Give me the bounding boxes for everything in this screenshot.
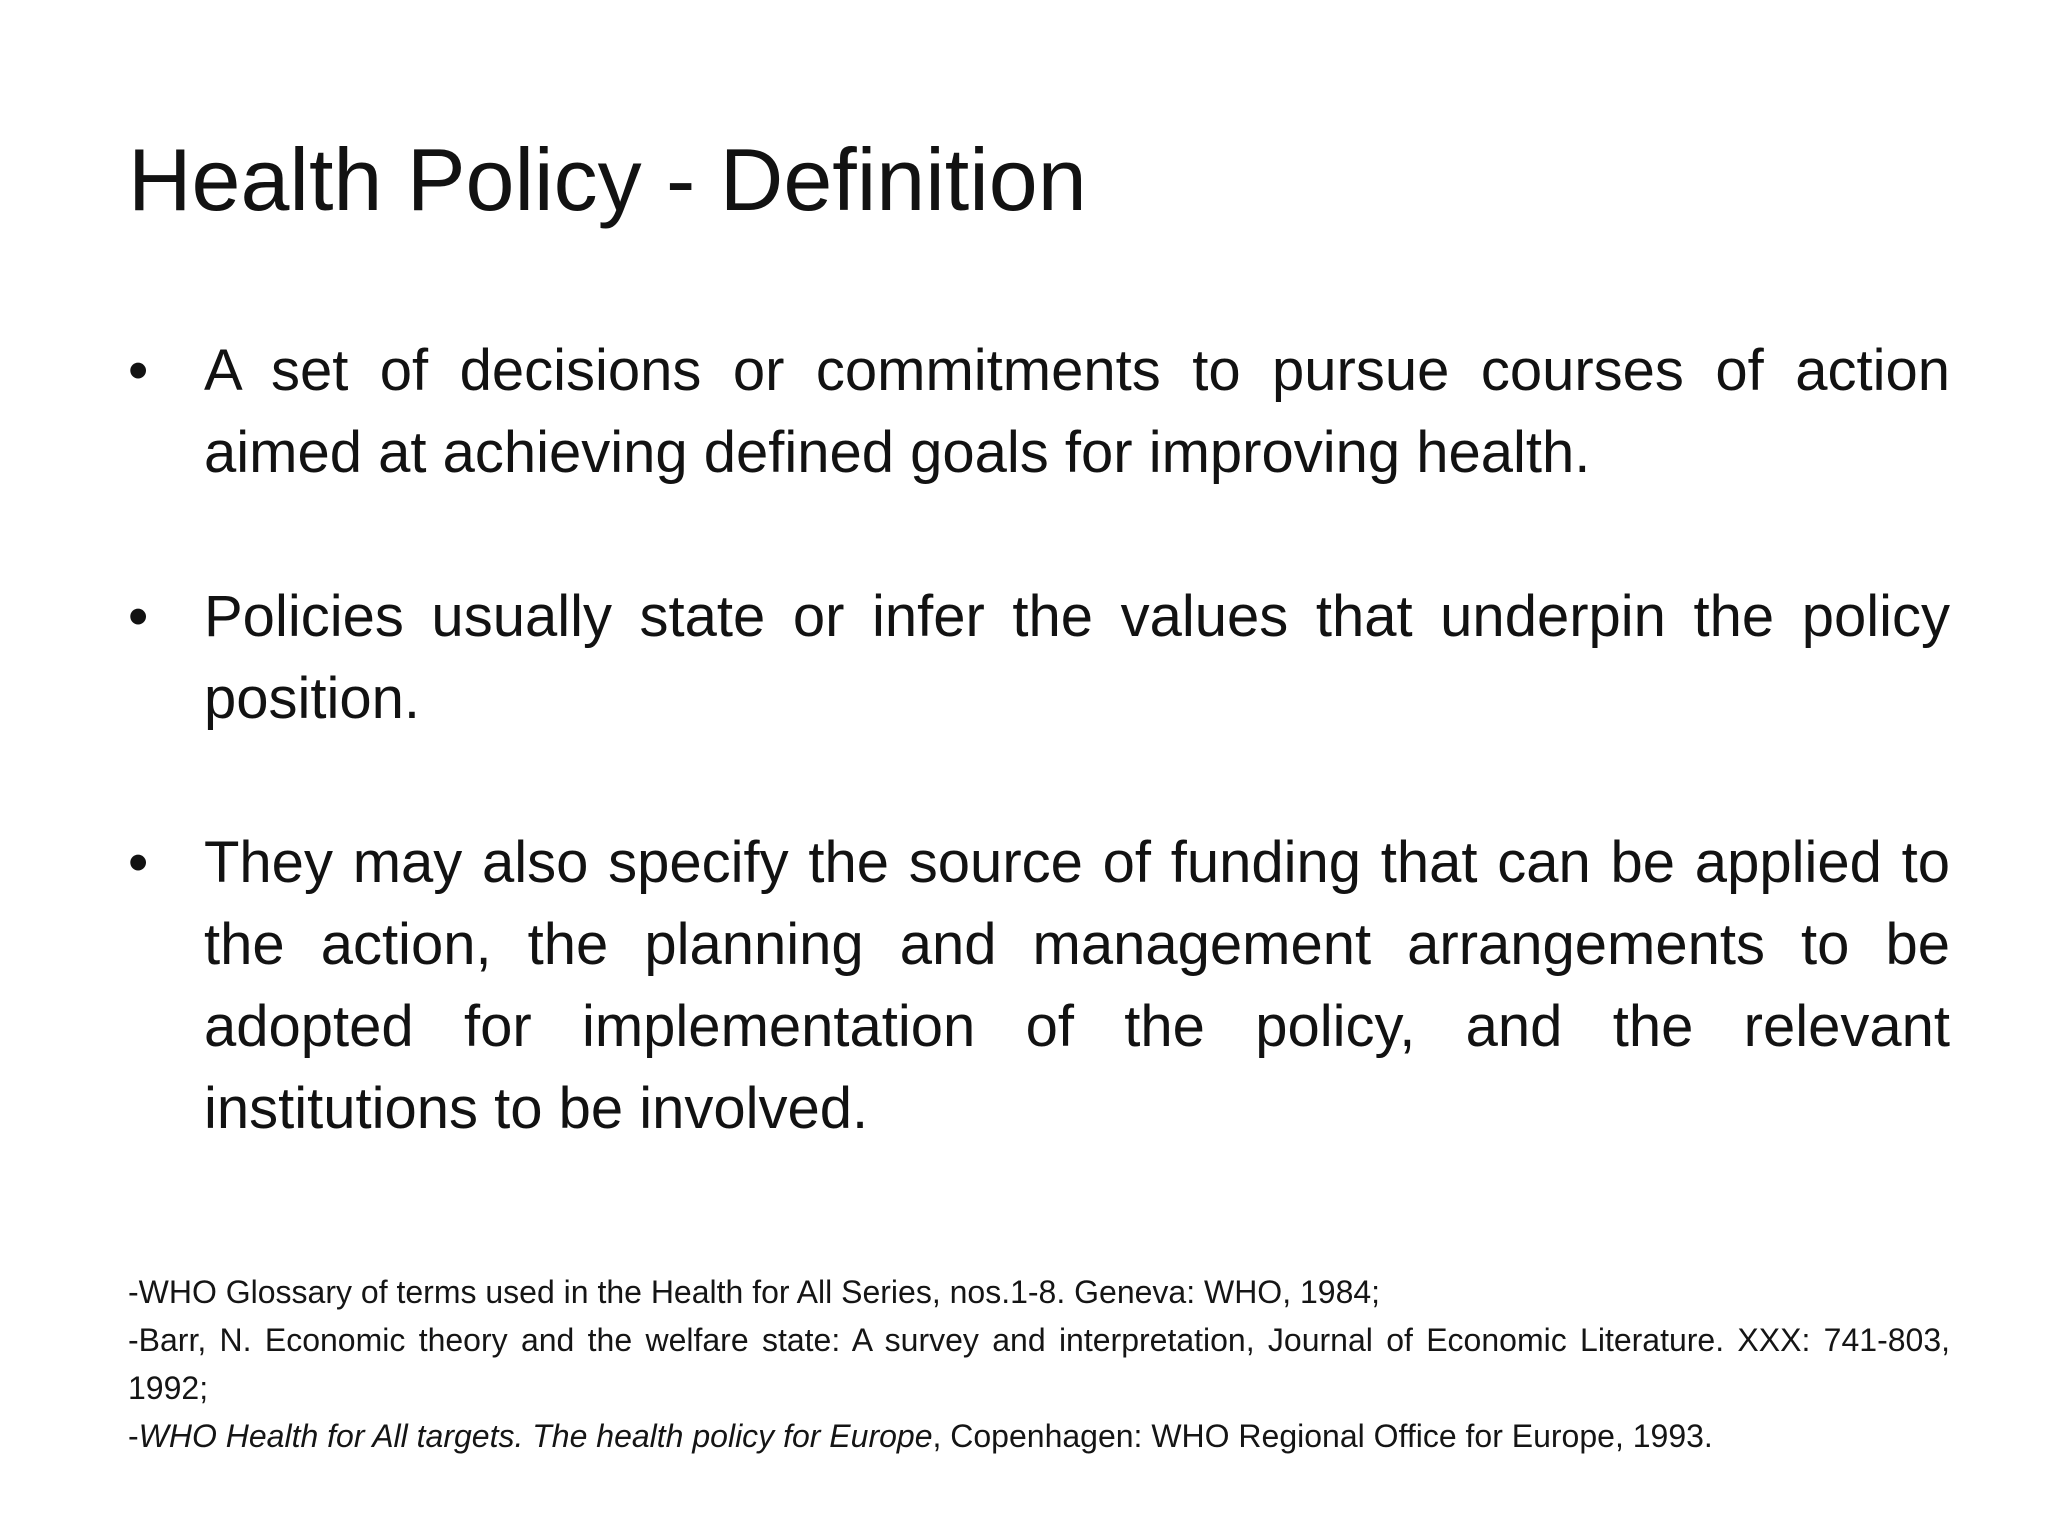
bullet-item bbox=[128, 330, 1950, 494]
bullet-item bbox=[128, 576, 1950, 740]
reference-2: -Barr, N. Economic theory and the welfare state: A survey and interpretation, Journal of Economic Literature. XXX: 741-803, 1992; bbox=[128, 1322, 1950, 1406]
bullet-list bbox=[128, 330, 1950, 1150]
bullet-text: A set of decisions or commitments to pursue courses of action aimed at achieving defined goals for improving health. bbox=[204, 338, 1950, 485]
slide-title: Health Policy - Definition bbox=[128, 130, 1087, 229]
reference-3-publisher: , Copenhagen: WHO Regional Office for Europe, 1993. bbox=[932, 1418, 1713, 1454]
bullet-icon: • bbox=[128, 338, 149, 403]
bullet-icon: • bbox=[128, 584, 149, 649]
bullet-text: Policies usually state or infer the values that underpin the policy position. bbox=[204, 584, 1950, 731]
bullet-text: They may also specify the source of funding that can be applied to the action, the planning and management arrangements to be adopted for implementation of the policy, and the relevant institutions to be involved. bbox=[204, 830, 1950, 1141]
reference-1: -WHO Glossary of terms used in the Health for All Series, nos.1-8. Geneva: WHO, 1984; bbox=[128, 1274, 1381, 1310]
bullet-icon: • bbox=[128, 830, 149, 895]
reference-3 bbox=[128, 1412, 1950, 1460]
reference-3-title: WHO Health for All targets. The health policy for Europe bbox=[138, 1418, 933, 1454]
bullet-item bbox=[128, 822, 1950, 1150]
reference-3-prefix: - bbox=[128, 1418, 139, 1454]
references bbox=[128, 1268, 1950, 1460]
